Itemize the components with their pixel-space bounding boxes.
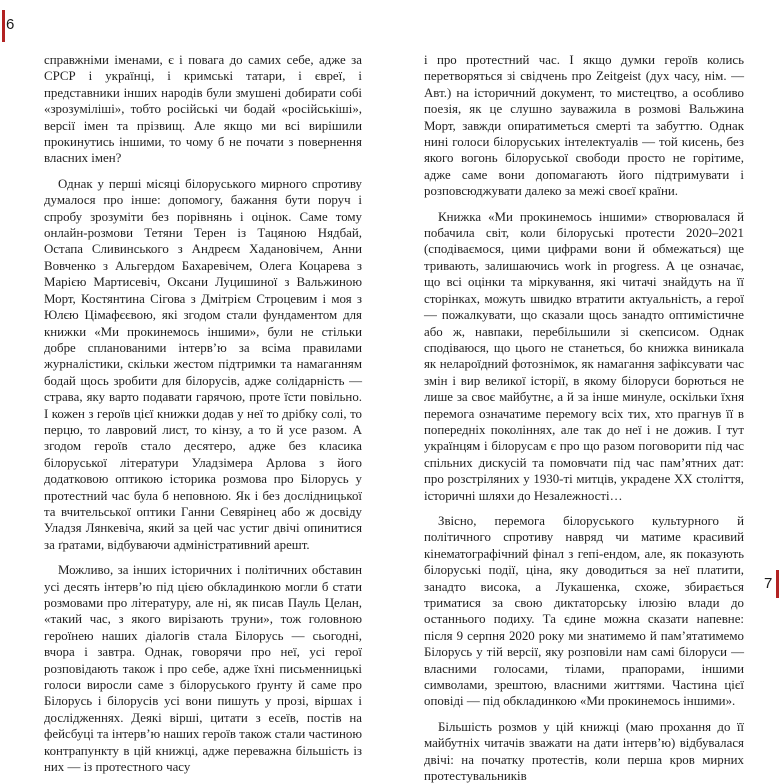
right-page-text: [424, 52, 744, 784]
paragraph: Звісно, перемога білоруського культурного й політичного спротиву навряд чи матиме красивий кінематографічний фінал з гепі-ендом, але, як показують білоруські події, ціна, яку доводиться за неї платити, занадто висока, а Лукашенка, схоже, збирається триматися за свою диктаторську ілюзію влади до останнього подиху. Та єдине можна сказати напевне: після 9 серпня 2020 року ми знатимемо й пам’ятатимемо Білорусь у тій версії, яку розповіли нам самі білоруси — власними голосами, тілами, прапорами, іншими символами, зрештою, власними життями. Частина цієї оповіді — під обкладинкою «Ми прокинемось іншими».: [424, 513, 744, 709]
page-number-left: 6: [6, 16, 15, 33]
page-accent-bar: [776, 570, 779, 598]
paragraph: справжніми іменами, є і повага до самих себе, адже за СРСР і українці, і кримські татари, і євреї, і представники інших народів були змушені добирати собі «зрозуміліші», тобто російські чи бодай «російськіші», версії імен та прізвищ. Але якщо ми всі вирішили прокинутись іншими, то чому б не почати з повернення власних імен?: [44, 53, 362, 166]
right-page: [390, 0, 780, 784]
paragraph: Однак у перші місяці білоруського мирного спротиву думалося про інше: допомогу, бажання бути поруч і спробу зрозуміти без порівнянь і оцінок. Саме тому онлайн-розмови Тетяни Терен із Тацяною Нядбай, Остапа Сливинського з Андреєм Хадановічем, Анни Вовченко з Альгердом Бахаревічем, Олега Коцарева з Марією Мартисевіч, Оксани Луцишиної з Вальжиною Морт, Костянтина Сігова з Дмітрієм Строцевим і моя з Юлєю Цімафєєвою, які згодом стали фундаментом для книжки «Ми прокинемось іншими», були не стільки добре спланованими інтерв’ю за всіма правилами журналістики, скільки жестом підтримки та намаганням бодай щось зробити для білорусів, адже солідарність — страва, яку варто подавати гарячою, проте їсти повільно. І кожен з героїв цієї книжки додав у неї то дрібку солі, то перцю, то лавровий лист, то кінзу, а то й усе разом. А згодом героїв стало десятеро, адже без класика білоруської літератури Уладзімера Арлова з його додатковою оптикою історика розмова про Білорусь у протестний час була б неповною. Як і без дослідницької та вчительської оптики Ганни Севярінец або ж досвіду Уладзя Лянкевіча, який за цей час устиг двічі опинитися за ґратами, відбуваючи адміністративний арешт.: [44, 176, 362, 552]
left-page: [0, 0, 390, 775]
left-page-text: [44, 52, 362, 775]
page-number-right: 7: [764, 575, 773, 592]
paragraph: і про протестний час. І якщо думки героїв колись перетворяться зі свідчень про Zeitgeist (дух часу, нім. — Авт.) на історичний документ, то мистецтво, а особливо поезія, як це слушно зауважила в розмові Вальжина Морт, завжди опиратиметься смерті та забуттю. Однак нині голоси білоруських інтелектуалів — той кисень, без якого вогонь білоруської свободи просто не горітиме, адже саме вони допомагають його підтримувати і розповсюджувати далеко за межі своєї країни.: [424, 53, 744, 199]
paragraph: Книжка «Ми прокинемось іншими» створювалася й побачила світ, коли білоруські протести 2020–2021 (сподіваємося, цими цифрами вони й обмежаться) ще тривають, залишаючись work in progress. А це означає, що всі оцінки та міркування, які читачі знайдуть на її сторінках, можуть швидко втратити актуальність, а герої — пожалкувати, що сказали щось занадто оптимістичне або ж, навпаки, перебільшили зі скепсисом. Однак сподіваюся, що цього не станеться, бо книжка виникала як нелароїдний фотознімок, як намагання зафіксувати час змін і вир великої історії, в якому білоруси борються не лише за своє майбутнє, а й за інше минуле, оскільки їхня перемога означатиме перемогу всіх тих, хто прагнув її в попередніх поколіннях, але так до неї і не дожив. І тут українцям і білорусам є про що разом поговорити під час спільних дискусій та помовчати під час пам’ятних дат: про розстріляних у 1930-ті митців, украдене XX століття, історичні шляхи до Незалежності…: [424, 209, 744, 503]
paragraph: Можливо, за інших історичних і політичних обставин усі десять інтерв’ю під цією обкладинкою могли б стати розмовами про літературу, але ні, як писав Пауль Целан, «такий час, з якого вирізають труни», тож головною героїнею наших діалогів стала Білорусь — сьогодні, вчора і завтра. Однак, говорячи про неї, усі герої розповідають також і про себе, адже їхні письменницькі голоси виросли саме з білоруського ґрунту й саме про Білорусь і білорусів усі вони пишуть у прозі, віршах і дослідженнях. Деякі вірші, цитати з есеїв, постів на фейсбуці та інтерв’ю наших героїв також стали частиною контрапункту в цій книжці, адже переважна більшість із них — із протестного часу: [44, 563, 362, 775]
paragraph: Більшість розмов у цій книжці (маю прохання до її майбутніх читачів зважати на дати інтерв’ю) відбувалася двічі: на початку протестів, коли перша кров мирних протестувальників: [424, 719, 744, 784]
page-accent-bar: [2, 10, 5, 42]
